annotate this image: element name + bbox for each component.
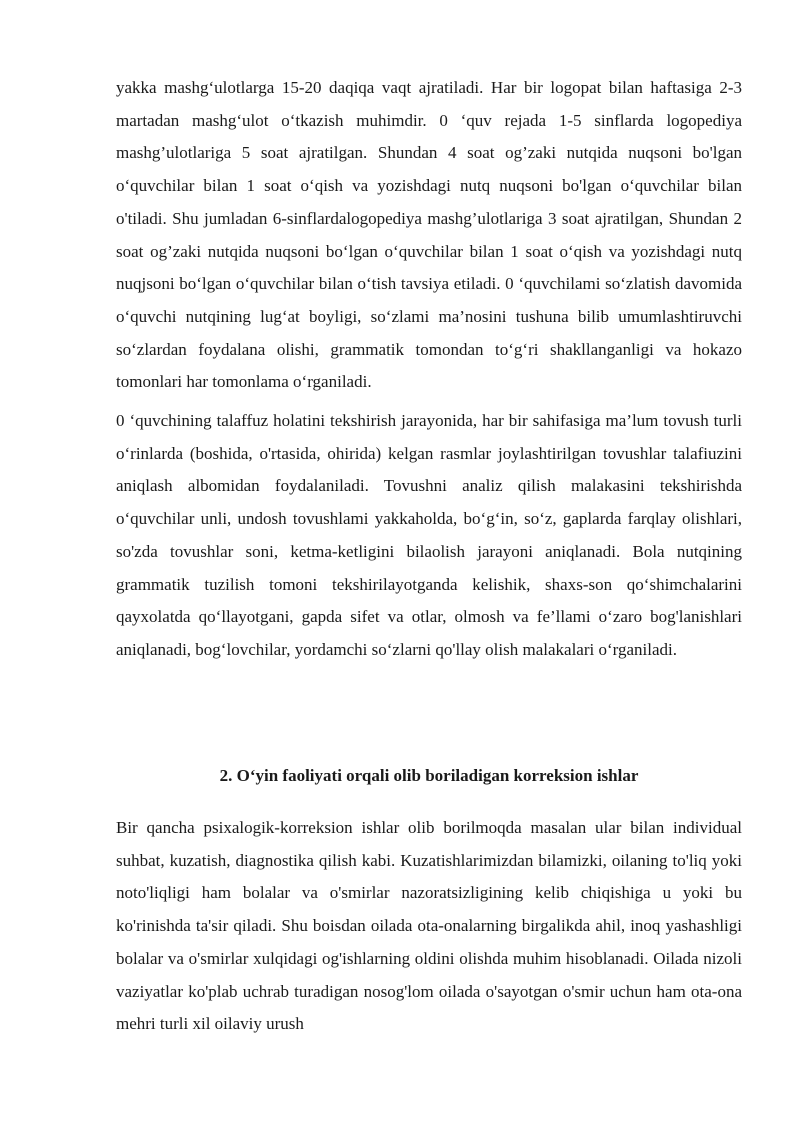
paragraph-speech-therapy-sessions: yakka mashg‘ulotlarga 15-20 daqiqa vaqt ajratiladi. Har bir logopat bilan haftasiga 2-3 martadan mashg‘ulot o‘tkazish muhimdir. 0 ‘quv rejada 1-5 sinflarda logopediya mashg’ulotlariga 5 soat ajratilgan. Shundan 4 soat og’zaki nutqida nuqsoni bo'lgan o‘quvchilar bilan 1 soat o‘qish va yozishdagi nutq nuqsoni bo'lgan o‘quvchilar bilan o'tiladi. Shu jumladan 6-sinflardalogopediya mashg’ulotlariga 3 soat ajratilgan, Shundan 2 soat og’zaki nutqida nuqsoni bo‘lgan o‘quvchilar bilan 1 soat o‘qish va yozishdagi nutq nuqjsoni bo‘lgan o‘quvchilar bilan o‘tish tavsiya etiladi. 0 ‘quvchilami so‘zlatish davomida o‘quvchi nutqining lug‘at boyligi, so‘zlami ma’nosini tushuna bilib umumlashtiruvchi so‘zlardan foydalana olishi, grammatik tomondan to‘g‘ri shakllanganligi va hokazo tomonlari har tomonlama o‘rganiladi. xyxy=(116,78,742,392)
paragraph-pronunciation-assessment: 0 ‘quvchining talaffuz holatini tekshirish jarayonida, har bir sahifasiga ma’lum tovush turli o‘rinlarda (boshida, o'rtasida, ohirida) kelgan rasmlar joylashtirilgan tovushlar talafiuzini aniqlash albomidan foydalaniladi. Tovushni analiz qilish malakasini tekshirishda o‘quvchilar unli, undosh tovushlami yakkaholda, bo‘g‘in, so‘z, gaplarda farqlay olishlari, so'zda tovushlar soni, ketma-ketligini bilaolish jarayoni aniqlanadi. Bola nutqining grammatik tuzilish tomoni tekshirilayotganda kelishik, shaxs-son qo‘shimchalarini qayxolatda qo‘llayotgani, gapda sifet va otlar, olmosh va fe’llami o‘zaro bog'lanishlari aniqlanadi, bog‘lovchilar, yordamchi so‘zlarni qo'llay olish malakalari o‘rganiladi. xyxy=(116,411,742,659)
section-heading: 2. O‘yin faoliyati orqali olib boriladigan korreksion ishlar xyxy=(219,766,639,785)
paragraph-correction-work: Bir qancha psixalogik-korreksion ishlar olib borilmoqda masalan ular bilan individual suhbat, kuzatish, diagnostika qilish kabi. Kuzatishlarimizdan bilamizki, oilaning to'liq yoki noto'liqligi ham bolalar va o'smirlar nazoratsizligining kelib chiqishiga u yoki bu ko'rinishda ta'sir qiladi. Shu boisdan oilada ota-onalarning birgalikda ahil, inoq yashashligi bolalar va o'smirlar xulqidagi og'ishlarning oldini olishda muhim hisoblanadi. Oilada nizoli vaziyatlar ko'plab uchrab turadigan nosog'lom oilada o'sayotgan o'smir uchun ham ota-ona mehri turli xil oilaviy urush xyxy=(116,818,742,1034)
